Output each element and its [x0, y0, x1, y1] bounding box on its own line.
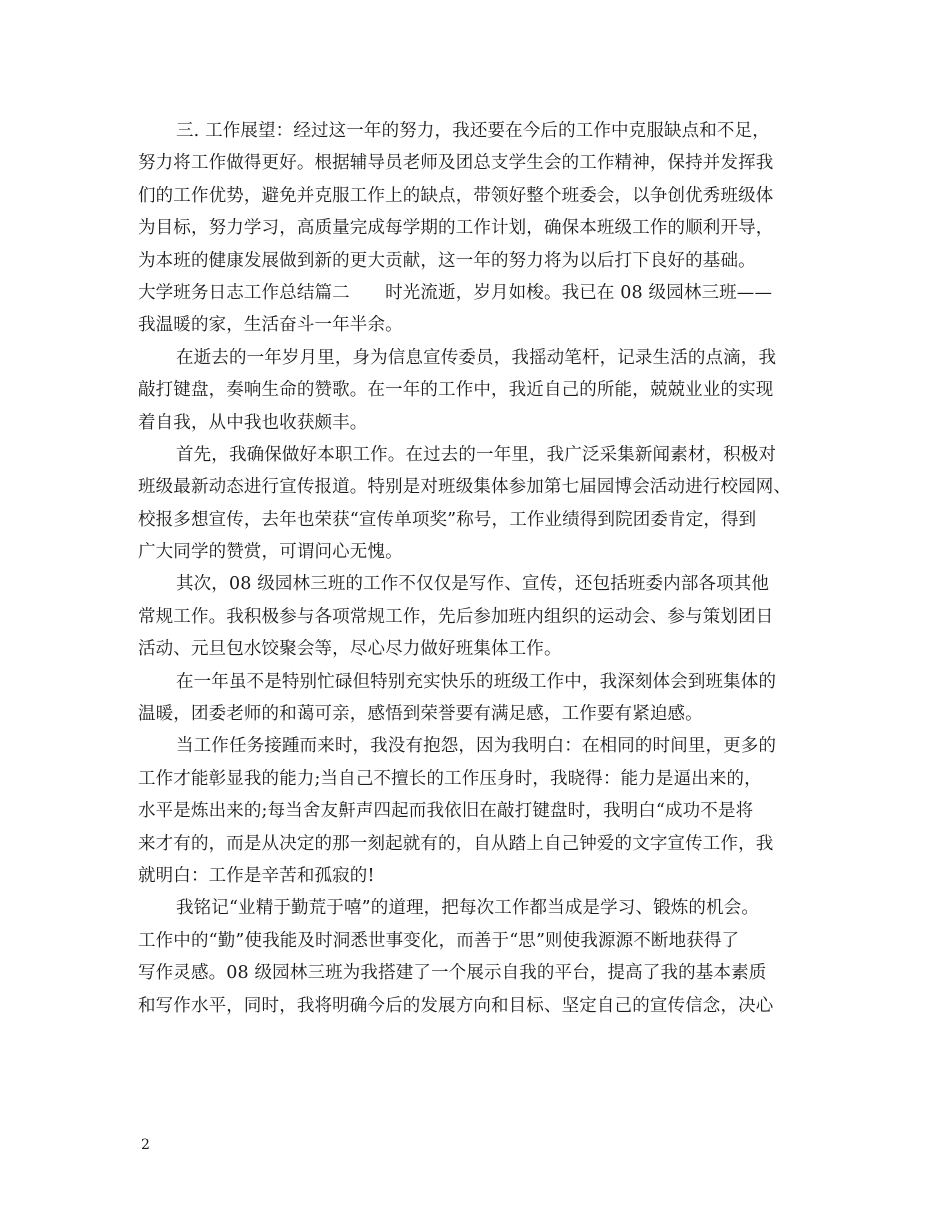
- paragraph-line: 常规工作。我积极参与各项常规工作，先后参加班内组织的运动会、参与策划团日: [138, 606, 774, 627]
- paragraph-first-line: 在一年虽不是特别忙碌但特别充实快乐的班级工作中，我深刻体会到班集体的: [176, 671, 777, 692]
- page-number: 2: [141, 1137, 150, 1153]
- paragraph-first-line: 首先，我确保做好本职工作。在过去的一年里，我广泛采集新闻素材，积极对: [176, 444, 777, 465]
- paragraph-line: 努力将工作做得更好。根据辅导员老师及团总支学生会的工作精神，保持并发挥我: [138, 153, 774, 174]
- paragraph-line: 来才有的，而是从决定的那一刻起就有的，自从踏上自己钟爱的文字宣传工作，我: [138, 833, 774, 854]
- paragraph-first-line: 在逝去的一年岁月里，身为信息宣传委员，我摇动笔杆，记录生活的点滴，我: [176, 347, 777, 368]
- paragraph-line: 们的工作优势，避免并克服工作上的缺点，带领好整个班委会，以争创优秀班级体: [138, 185, 774, 206]
- paragraph-line: 温暖，团委老师的和蔼可亲，感悟到荣誉要有满足感，工作要有紧迫感。: [138, 704, 703, 725]
- paragraph-line: 就明白：工作是辛苦和孤寂的!: [138, 865, 375, 886]
- paragraph-line: 和写作水平，同时，我将明确今后的发展方向和目标、坚定自己的宣传信念，决心: [138, 995, 774, 1016]
- paragraph-first-line: 我铭记“业精于勤荒于嘻”的道理，把每次工作都当成是学习、锻炼的机会。: [176, 898, 759, 919]
- paragraph-line: 校报多想宣传，去年也荣获“宣传单项奖”称号，工作业绩得到院团委肯定，得到: [138, 509, 757, 530]
- paragraph-first-line: 当工作任务接踵而来时，我没有抱怨，因为我明白：在相同的时间里，更多的: [176, 736, 777, 757]
- paragraph-line: 广大同学的赞赏，可谓问心无愧。: [138, 542, 403, 563]
- paragraph-line: 大学班务日志工作总结篇二 时光流逝，岁月如梭。我已在 08 级园林三班——: [138, 282, 773, 303]
- paragraph-line: 我温暖的家，生活奋斗一年半余。: [138, 315, 403, 336]
- document-body: [138, 115, 828, 1022]
- paragraph-line: 工作中的“勤”使我能及时洞悉世事变化，而善于“思”则使我源源不断地获得了: [138, 930, 740, 951]
- paragraph-first-line: 三. 工作展望：经过这一年的努力，我还要在今后的工作中克服缺点和不足，: [176, 121, 770, 141]
- paragraph-line: 工作才能彰显我的能力;当自己不擅长的工作压身时，我晓得：能力是逼出来的，: [138, 768, 762, 789]
- paragraph-line: 敲打键盘，奏响生命的赞歌。在一年的工作中，我近自己的所能，兢兢业业的实现: [138, 380, 774, 401]
- paragraph-first-line: 其次，08 级园林三班的工作不仅仅是写作、宣传，还包括班委内部各项其他: [176, 574, 770, 595]
- paragraph-line: 班级最新动态进行宣传报道。特别是对班级集体参加第七届园博会活动进行校园网、: [138, 477, 792, 498]
- paragraph-line: 为本班的健康发展做到新的更大贡献，这一年的努力将为以后打下良好的基础。: [138, 250, 756, 271]
- paragraph-line: 写作灵感。08 级园林三班为我搭建了一个展示自我的平台，提高了我的基本素质: [138, 963, 767, 984]
- paragraph-line: 着自我，从中我也收获颇丰。: [138, 412, 368, 433]
- paragraph-line: 活动、元旦包水饺聚会等，尽心尽力做好班集体工作。: [138, 639, 562, 660]
- paragraph-line: 为目标，努力学习，高质量完成每学期的工作计划，确保本班级工作的顺利开导，: [138, 218, 774, 239]
- paragraph-line: 水平是炼出来的;每当舍友鼾声四起而我依旧在敲打键盘时，我明白“成功不是将: [138, 801, 754, 822]
